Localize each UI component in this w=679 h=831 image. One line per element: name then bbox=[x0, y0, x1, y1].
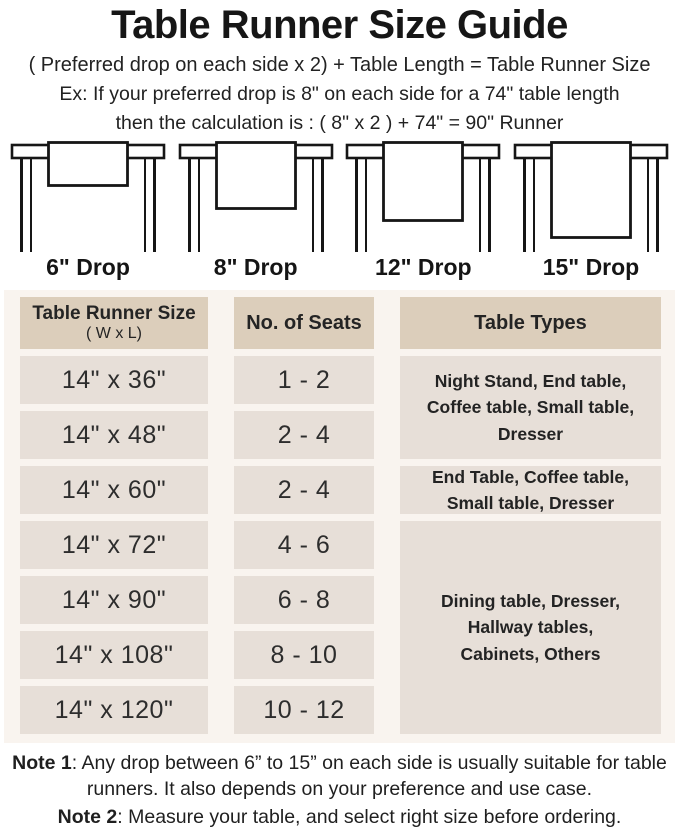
col-header-seats: No. of Seats bbox=[234, 297, 374, 349]
col-header-runner-size bbox=[20, 297, 208, 349]
formula-text: ( Preferred drop on each side x 2) + Table Length = Table Runner Size bbox=[28, 54, 651, 76]
runner-size-cell: 14" x 60" bbox=[20, 466, 208, 514]
table-drop-diagram bbox=[6, 141, 170, 281]
table-runner bbox=[551, 143, 630, 238]
col-header-runner-size-label: Table Runner Size bbox=[32, 302, 196, 324]
drop-label: 15" Drop bbox=[542, 254, 640, 280]
drop-diagrams-row bbox=[0, 135, 679, 281]
table-types-cell bbox=[400, 466, 661, 514]
example-line-2: then the calculation is : ( 8" x 2 ) + 74" = 90" Runner bbox=[115, 112, 564, 134]
size-table-section bbox=[4, 290, 675, 743]
table-types-text: End Table, Coffee table, Small table, Dresser bbox=[431, 466, 630, 513]
seat-count-cell: 4 - 6 bbox=[234, 521, 374, 569]
table-types-text: Dining table, Dresser, Hallway tables, Cabinets, Others bbox=[441, 591, 620, 664]
table-with-runner-illustration bbox=[341, 141, 505, 253]
seat-count-cell: 6 - 8 bbox=[234, 576, 374, 624]
note-text: : Measure your table, and select right size before ordering. bbox=[117, 806, 622, 829]
runner-size-cell: 14" x 120" bbox=[20, 686, 208, 734]
table-runner bbox=[384, 143, 463, 221]
table-drop-diagram bbox=[509, 141, 673, 281]
note-label: Note 2 bbox=[57, 806, 118, 829]
note bbox=[4, 805, 676, 831]
note-text: : Any drop between 6” to 15” on each side is usually suitable for table runners. It also depends on your preference and use case. bbox=[71, 752, 667, 800]
guide-header bbox=[0, 0, 679, 135]
drop-label: 12" Drop bbox=[375, 254, 472, 280]
table-types-text: Night Stand, End table, Coffee table, Small table, Dresser bbox=[426, 371, 635, 444]
table-drop-diagram bbox=[174, 141, 338, 281]
seat-count-cell: 1 - 2 bbox=[234, 356, 374, 404]
seat-count-cell: 8 - 10 bbox=[234, 631, 374, 679]
table-types-cell bbox=[400, 521, 661, 734]
runner-size-cell: 14" x 90" bbox=[20, 576, 208, 624]
runner-size-cell: 14" x 72" bbox=[20, 521, 208, 569]
col-header-table-types: Table Types bbox=[400, 297, 661, 349]
drop-label: 6" Drop bbox=[46, 254, 130, 280]
table-with-runner-illustration bbox=[509, 141, 673, 253]
table-with-runner-illustration bbox=[6, 141, 170, 253]
col-header-runner-size-sublabel: ( W x L) bbox=[86, 324, 142, 342]
size-table bbox=[20, 297, 662, 734]
seat-count-cell: 10 - 12 bbox=[234, 686, 374, 734]
table-drop-diagram bbox=[341, 141, 505, 281]
note bbox=[4, 751, 676, 802]
table-runner bbox=[216, 143, 295, 209]
notes-block bbox=[0, 743, 679, 831]
runner-size-cell: 14" x 36" bbox=[20, 356, 208, 404]
runner-size-cell: 14" x 108" bbox=[20, 631, 208, 679]
page-title: Table Runner Size Guide bbox=[111, 3, 568, 47]
seat-count-cell: 2 - 4 bbox=[234, 411, 374, 459]
note-label: Note 1 bbox=[12, 752, 72, 774]
runner-size-cell: 14" x 48" bbox=[20, 411, 208, 459]
seat-count-cell: 2 - 4 bbox=[234, 466, 374, 514]
table-runner bbox=[49, 143, 128, 186]
table-with-runner-illustration bbox=[174, 141, 338, 253]
drop-label: 8" Drop bbox=[213, 254, 298, 280]
table-types-cell bbox=[400, 356, 661, 459]
example-line-1: Ex: If your preferred drop is 8" on each side for a 74" table length bbox=[59, 83, 620, 105]
